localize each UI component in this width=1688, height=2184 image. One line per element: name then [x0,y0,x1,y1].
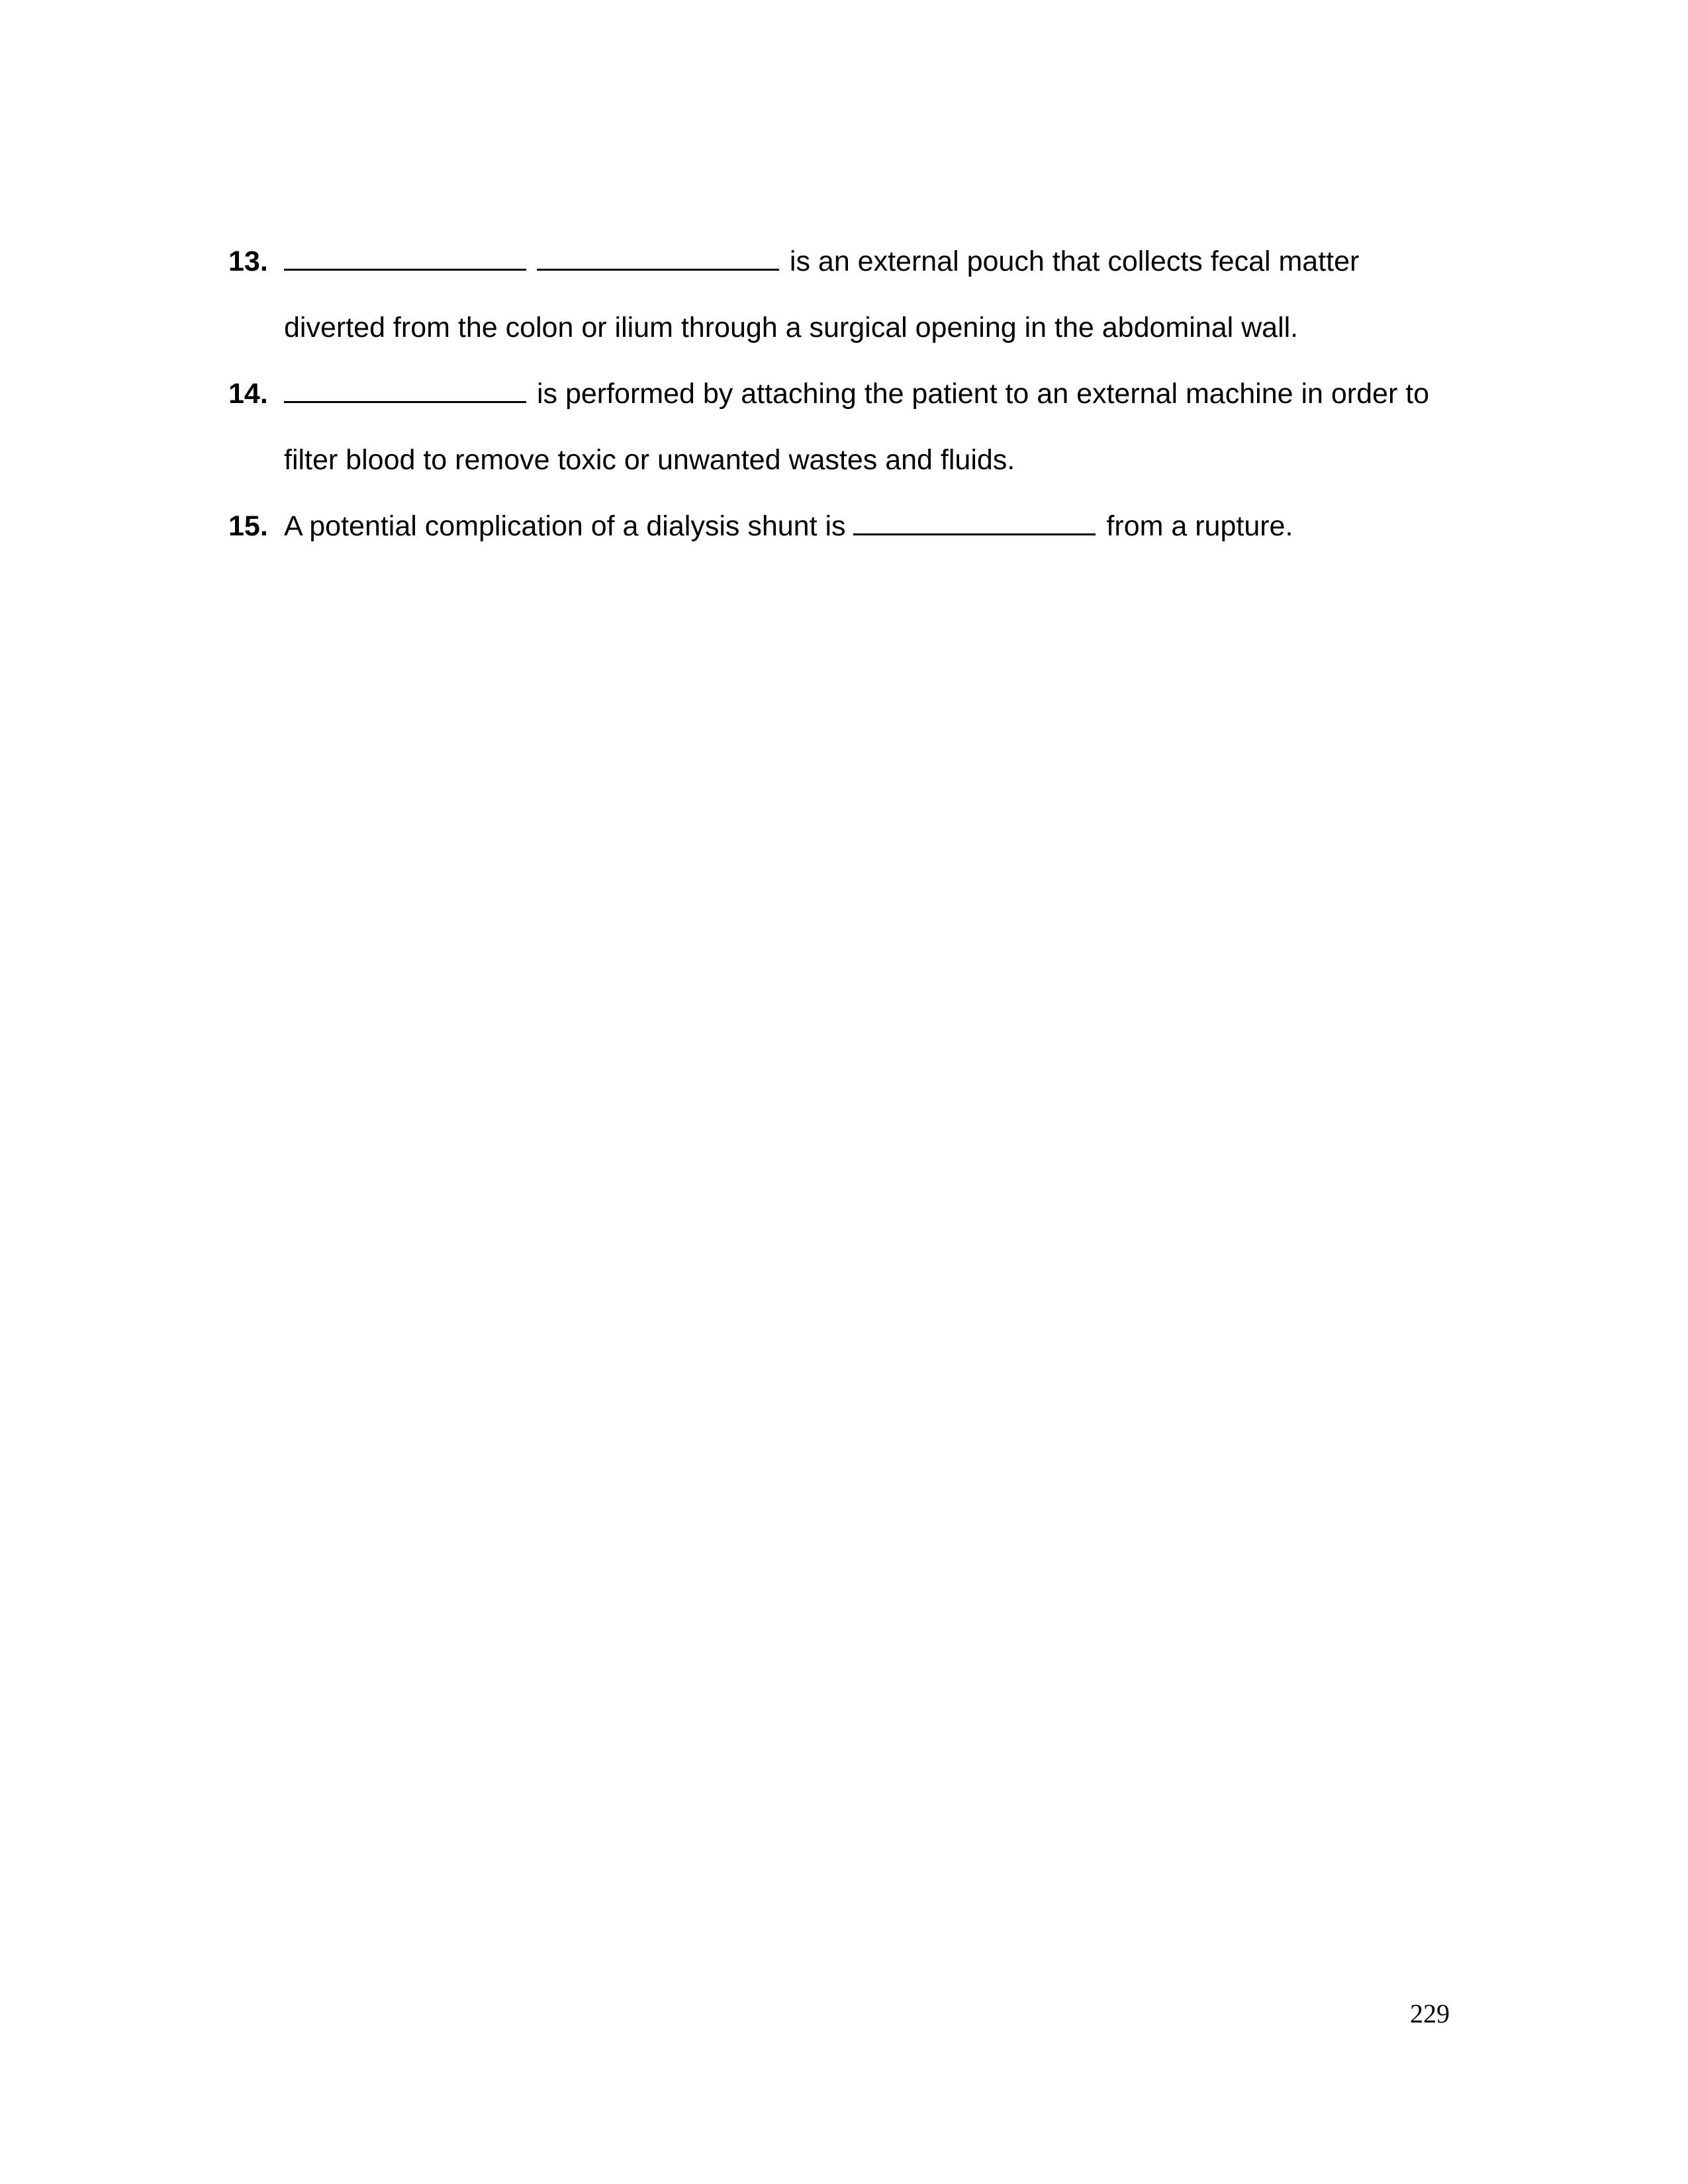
question-list [228,228,1486,559]
question-15 [228,493,1486,559]
question-13 [228,228,1486,361]
question-text [284,493,1486,559]
answer-blank[interactable] [284,245,526,271]
answer-blank[interactable] [537,245,779,271]
question-text-part: from a rupture. [1106,510,1293,542]
question-text [284,228,1486,361]
answer-blank[interactable] [284,377,526,403]
question-text-part: is performed by attaching the patient to an external machine in order to [536,378,1430,410]
answer-blank[interactable] [853,510,1096,535]
question-text [284,361,1486,493]
question-14 [228,361,1486,493]
question-text-continuation: diverted from the colon or ilium through a surgical opening in the abdominal wall. [284,312,1299,343]
question-number: 15. [228,510,268,542]
question-text-continuation: filter blood to remove toxic or unwanted wastes and fluids. [284,444,1015,476]
question-text-part: A potential complication of a dialysis shunt is [284,510,846,542]
question-text-part: is an external pouch that collects fecal matter [789,246,1360,277]
question-number: 14. [228,378,268,410]
page-number: 229 [1410,1999,1450,2028]
question-number: 13. [228,246,268,277]
